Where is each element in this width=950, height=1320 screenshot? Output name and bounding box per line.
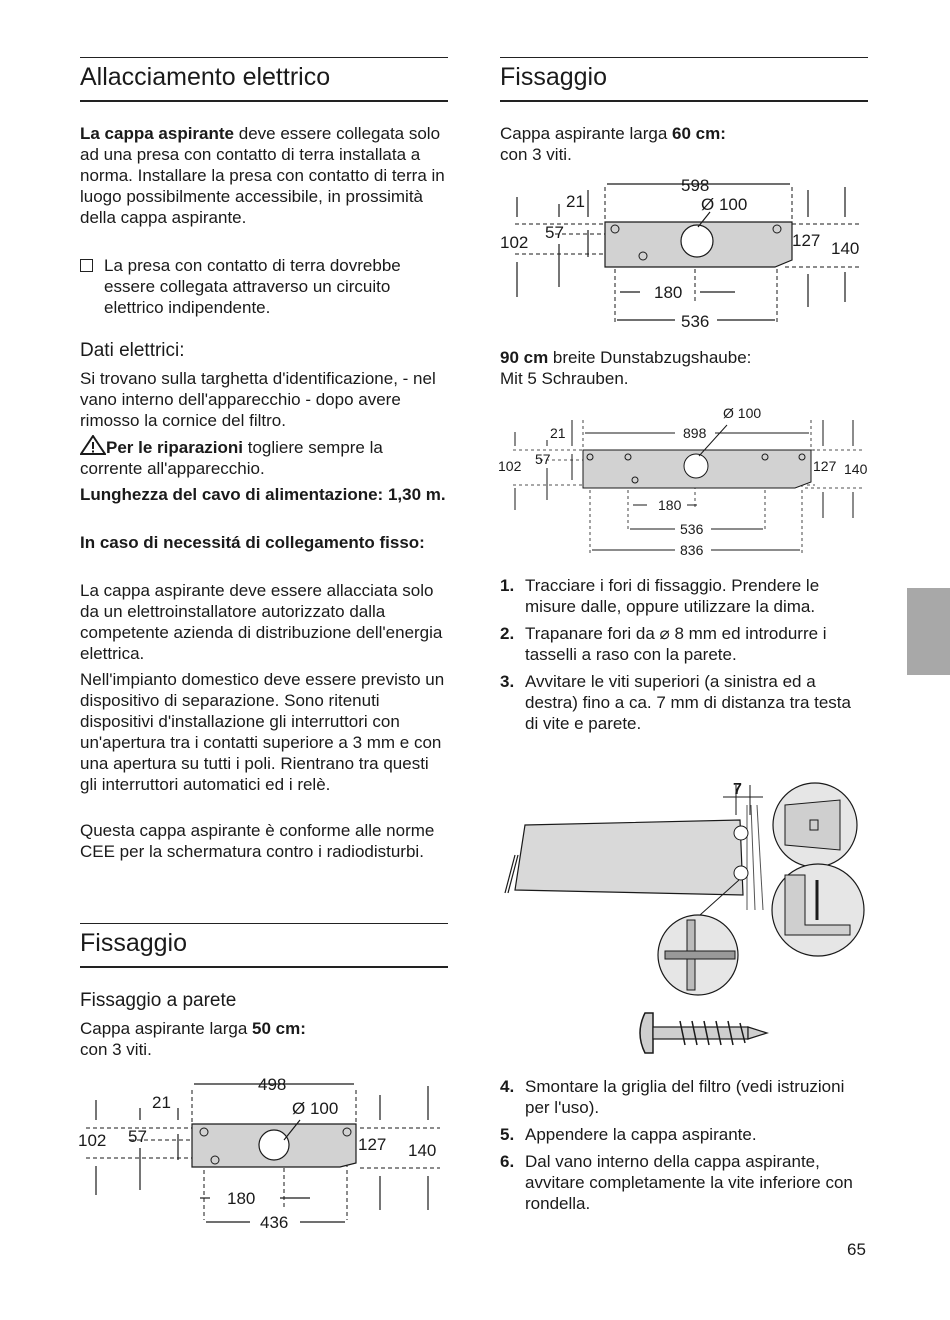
cappa-50-line bbox=[80, 1018, 448, 1039]
dim-width-60: 598 bbox=[681, 176, 710, 195]
dati-paragraph: Si trovano sulla targhetta d'identificazione, - nel vano interno dell'apparecchio - dopo avere rimosso la cornice del filtro. bbox=[80, 369, 436, 430]
fissaggio-heading-rule bbox=[80, 966, 448, 968]
distance-7mm-label: 7 bbox=[733, 781, 742, 798]
page-number: 65 bbox=[847, 1240, 866, 1259]
warning-triangle-icon bbox=[80, 435, 106, 455]
dim-width-50: 498 bbox=[258, 1075, 287, 1094]
cappa-60-width: 60 cm: bbox=[672, 124, 726, 143]
step-text: Smontare la griglia del filtro (vedi istruzioni per l'uso). bbox=[525, 1077, 845, 1117]
step-5 bbox=[500, 1124, 868, 1145]
dim-57: 57 bbox=[128, 1127, 147, 1146]
intro-text: deve essere collegata solo ad una presa con contatto di terra installata a norma. Installare la presa con contatto di terra in luogo possibilmente accessibile, in prossimità della cappa aspirante. bbox=[80, 124, 445, 227]
checkbox-bullet-icon bbox=[80, 259, 93, 272]
right-top-rule bbox=[500, 57, 868, 58]
dim-536: 536 bbox=[680, 521, 704, 537]
step-text: Dal vano interno della cappa aspirante, avvitare completamente la vite inferiore con rondella. bbox=[525, 1152, 853, 1213]
dim-140: 140 bbox=[844, 461, 868, 477]
step-number: 4. bbox=[500, 1077, 515, 1096]
warning-text: togliere sempre la corrente all'apparecchio. bbox=[80, 438, 383, 478]
dim-57: 57 bbox=[535, 451, 551, 467]
dim-127: 127 bbox=[358, 1135, 387, 1154]
step-1 bbox=[500, 575, 868, 617]
dim-102: 102 bbox=[500, 233, 529, 252]
step-3 bbox=[500, 671, 868, 734]
intro-bold: La cappa aspirante bbox=[80, 124, 235, 143]
step-text: Appendere la cappa aspirante. bbox=[525, 1125, 757, 1144]
dim-diameter: Ø 100 bbox=[723, 405, 762, 421]
top-rule bbox=[80, 57, 448, 58]
dim-57: 57 bbox=[545, 223, 564, 242]
bullet-item bbox=[80, 255, 448, 318]
hood-mounting-illustration bbox=[495, 775, 870, 1065]
dim-width-90: 898 bbox=[683, 425, 707, 441]
cm90-screws: Mit 5 Schrauben. bbox=[500, 369, 629, 388]
paragraph-cee: Questa cappa aspirante è conforme alle norme CEE per la schermatura contro i radiodisturbi. bbox=[80, 821, 435, 861]
fixed-connection-heading: In caso di necessitá di collegamento fisso: bbox=[80, 533, 425, 552]
dim-21: 21 bbox=[550, 425, 566, 441]
cappa-50-label: Cappa aspirante larga bbox=[80, 1019, 253, 1038]
subheading-dati: Dati elettrici: bbox=[80, 340, 185, 361]
step-2 bbox=[500, 623, 868, 665]
cable-length: Lunghezza del cavo di alimentazione: 1,30 m. bbox=[80, 485, 446, 504]
subheading-wall-mount: Fissaggio a parete bbox=[80, 990, 237, 1011]
step-6 bbox=[500, 1151, 868, 1214]
right-heading-rule bbox=[500, 100, 868, 102]
cappa-60-line bbox=[500, 123, 868, 144]
section-heading-electrical: Allacciamento elettrico bbox=[80, 63, 331, 91]
heading-rule bbox=[80, 100, 448, 102]
cm90-width: 90 cm bbox=[500, 348, 549, 367]
duct-hole bbox=[259, 1130, 289, 1160]
dim-diameter: Ø 100 bbox=[292, 1099, 339, 1118]
right-section-heading: Fissaggio bbox=[500, 63, 607, 91]
cappa-50-screws: con 3 viti. bbox=[80, 1040, 152, 1059]
dim-102: 102 bbox=[78, 1131, 107, 1150]
bullet-text: La presa con contatto di terra dovrebbe essere collegata attraverso un circuito elettrico indipendente. bbox=[104, 256, 401, 317]
dim-436: 436 bbox=[260, 1213, 289, 1232]
step-number: 1. bbox=[500, 576, 515, 595]
step-text: Trapanare fori da ⌀ 8 mm ed introdurre i tasselli a raso con la parete. bbox=[525, 624, 827, 664]
dim-180: 180 bbox=[658, 497, 682, 513]
hood-60-dimension-diagram bbox=[495, 172, 870, 332]
dim-836: 836 bbox=[680, 542, 704, 558]
cappa-50-width: 50 cm: bbox=[252, 1019, 306, 1038]
paragraph-installer: La cappa aspirante deve essere allacciata solo da un elettroinstallatore autorizzato dalla competente azienda di distribuzione dell'energia elettrica. bbox=[80, 581, 443, 663]
dim-180: 180 bbox=[227, 1189, 256, 1208]
warning-paragraph bbox=[80, 435, 448, 479]
hood-90-dimension-diagram bbox=[495, 400, 870, 565]
steps-list-1 bbox=[500, 575, 868, 734]
dim-102: 102 bbox=[498, 458, 522, 474]
cm90-label: breite Dunstabzugshaube: bbox=[548, 348, 752, 367]
steps-list-2 bbox=[500, 1076, 868, 1214]
dim-127: 127 bbox=[813, 458, 837, 474]
hood-side-view bbox=[515, 820, 743, 895]
dim-21: 21 bbox=[566, 192, 585, 211]
step-number: 6. bbox=[500, 1152, 515, 1171]
cm90-line bbox=[500, 347, 868, 368]
dim-21: 21 bbox=[152, 1093, 171, 1112]
dim-536: 536 bbox=[681, 312, 710, 331]
dim-140: 140 bbox=[408, 1141, 437, 1160]
step-text: Avvitare le viti superiori (a sinistra ed a destra) fino a ca. 7 mm di distanza tra testa di vite e parete. bbox=[525, 672, 851, 733]
screw-icon bbox=[640, 1013, 767, 1053]
cappa-60-label: Cappa aspirante larga bbox=[500, 124, 673, 143]
section-heading-fissaggio: Fissaggio bbox=[80, 929, 187, 957]
paragraph-separator: Nell'impianto domestico deve essere previsto un dispositivo di separazione. Sono ritenuti dispositivi d'installazione gli interruttori con un'apertura tra i contatti superiore a 3 mm e con una apertura su tutti i poli. Rientrano tra questi gli interruttori automatici ed i relè. bbox=[80, 670, 445, 794]
section-tab-marker bbox=[907, 588, 950, 675]
cappa-60-screws: con 3 viti. bbox=[500, 145, 572, 164]
warning-bold: Per le riparazioni bbox=[106, 438, 243, 457]
step-number: 5. bbox=[500, 1125, 515, 1144]
dim-180: 180 bbox=[654, 283, 683, 302]
dim-diameter: Ø 100 bbox=[701, 195, 748, 214]
dim-127: 127 bbox=[792, 231, 821, 250]
step-4 bbox=[500, 1076, 868, 1118]
dim-140: 140 bbox=[831, 239, 860, 258]
step-text: Tracciare i fori di fissaggio. Prendere le misure dalle, oppure utilizzare la dima. bbox=[525, 576, 820, 616]
fissaggio-top-rule bbox=[80, 923, 448, 924]
hood-50-dimension-diagram bbox=[70, 1070, 450, 1235]
step-number: 2. bbox=[500, 624, 515, 643]
step-number: 3. bbox=[500, 672, 515, 691]
intro-paragraph bbox=[80, 123, 448, 228]
